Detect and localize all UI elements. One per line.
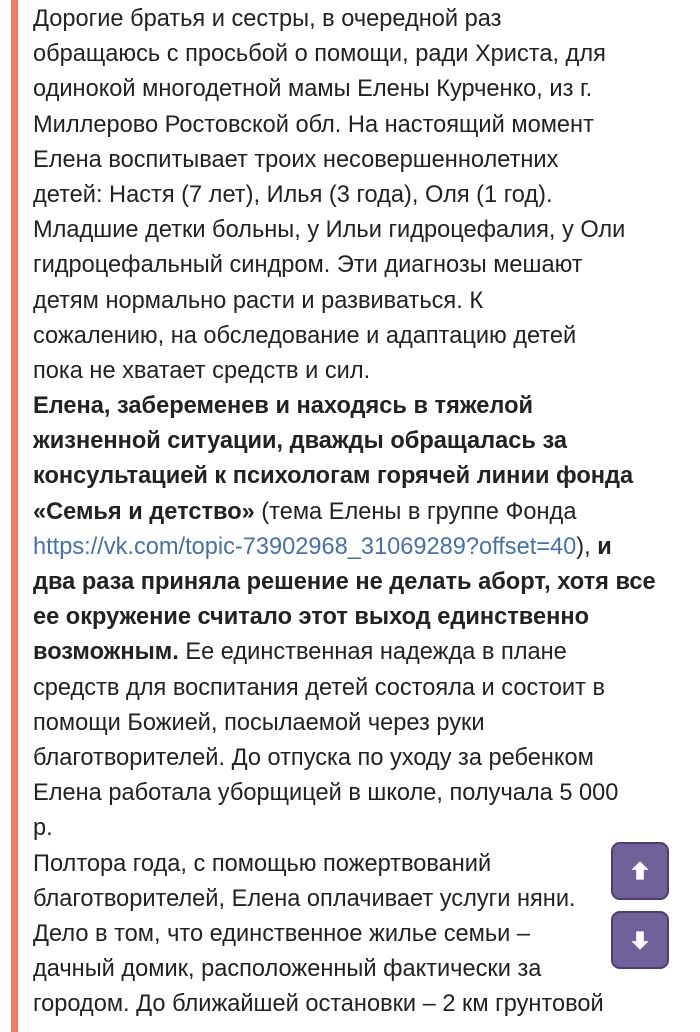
- article-line-mixed: [33, 635, 700, 670]
- vk-topic-link[interactable]: https://vk.com/topic-73902968_31069289?offset=40: [33, 533, 577, 560]
- article-line: Елена работала уборщицей в школе, получала 5 000: [33, 780, 619, 807]
- article-line: детям нормально расти и развиваться. К: [33, 287, 484, 314]
- arrow-up-icon: [627, 858, 653, 884]
- scroll-down-button[interactable]: [611, 911, 669, 969]
- article-line: Елена воспитывает троих несовершеннолетних: [33, 146, 559, 173]
- article-line-bold: жизненной ситуации, дважды обращалась за: [33, 428, 567, 455]
- article-text-bold: возможным.: [33, 639, 179, 666]
- article-line-bold: ее окружение считало этот выход единственно: [33, 604, 590, 631]
- article-line: пока не хватает средств и сил.: [33, 357, 371, 384]
- article-line: Младшие детки больны, у Ильи гидроцефалия, у Оли: [33, 217, 626, 244]
- article-line-bold: консультацией к психологам горячей линии фонда: [33, 463, 634, 490]
- article-text: (тема Елены в группе Фонда: [254, 498, 577, 525]
- article-line: дачный домик, расположенный фактически за: [33, 956, 542, 983]
- article-line-bold: два раза приняла решение не делать аборт, хотя все: [33, 569, 656, 595]
- article-line: р.: [33, 815, 53, 842]
- article-line-mixed: [33, 495, 700, 530]
- article-line: благотворителей, Елена оплачивает услуги няни.: [33, 885, 576, 912]
- article-line: детей: Настя (7 лет), Илья (3 года), Оля (1 год).: [33, 181, 553, 208]
- scroll-up-button[interactable]: [611, 842, 669, 900]
- article-line-bold: Елена, забеременев и находясь в тяжелой: [33, 393, 533, 420]
- article-line: одинокой многодетной мамы Елены Курченко, из г.: [33, 76, 593, 103]
- article-line: Дорогие братья и сестры, в очередной раз: [33, 6, 502, 32]
- quote-accent-bar: [11, 0, 18, 1032]
- article-line: обращаюсь с просьбой о помощи, ради Христа, для: [33, 41, 606, 68]
- article-body: [33, 0, 700, 1022]
- article-text-bold: и: [597, 533, 612, 560]
- arrow-down-icon: [627, 927, 653, 953]
- article-line: благотворителей. До отпуска по уходу за ребенком: [33, 744, 594, 771]
- article-text: Ее единственная надежда в плане: [178, 639, 567, 666]
- article-line: помощи Божией, посылаемой через руки: [33, 709, 485, 736]
- article-line: гидроцефальный синдром. Эти диагнозы мешают: [33, 252, 583, 279]
- article-line: городом. До ближайшей остановки – 2 км грунтовой: [33, 991, 604, 1018]
- article-line: Дело в том, что единственное жилье семьи –: [33, 920, 531, 947]
- article-line: Полтора года, с помощью пожертвований: [33, 850, 492, 877]
- fund-name: «Семья и детство»: [33, 498, 255, 525]
- article-line: сожалению, на обследование и адаптацию детей: [33, 322, 577, 349]
- article-line: средств для воспитания детей состояла и состоит в: [33, 674, 606, 701]
- article-text: ),: [576, 533, 598, 560]
- article-line: Миллерово Ростовской обл. На настоящий момент: [33, 111, 594, 138]
- article-line-mixed: [33, 530, 700, 565]
